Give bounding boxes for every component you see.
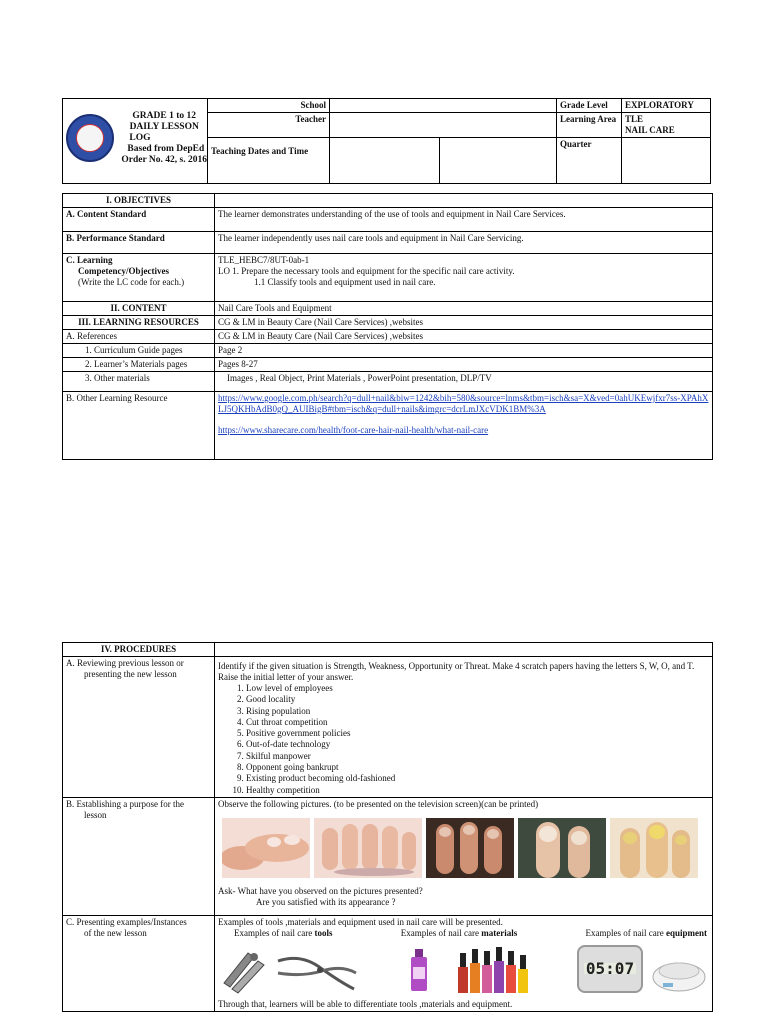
procedure-a-label <box>63 657 215 798</box>
list-item: 1. Low level of employees <box>246 683 709 694</box>
nail-nipper-icon <box>272 943 358 995</box>
performance-standard-value: The learner independently uses nail care tools and equipment in Nail Care Servicing. <box>215 232 713 254</box>
school-label: School <box>208 99 330 113</box>
lm-value: Pages 8-27 <box>215 358 713 372</box>
procedure-c-outro: Through that, learners will be able to differentiate tools ,materials and equipment. <box>218 998 513 1009</box>
list-item: 6. Out-of-date technology <box>246 739 709 750</box>
quarter-label: Quarter <box>557 138 622 184</box>
content-heading: II. CONTENT <box>63 302 215 316</box>
dates-label: Teaching Dates and Time <box>208 138 330 184</box>
nail-photo-2 <box>314 818 422 878</box>
school-field[interactable] <box>330 99 557 113</box>
procedure-b-label <box>63 797 215 915</box>
list-item: 5. Positive government policies <box>246 728 709 739</box>
procedure-c-label <box>63 915 215 1011</box>
cg-label: 1. Curriculum Guide pages <box>63 344 215 358</box>
list-item: 9. Existing product becoming old-fashioned <box>246 773 709 784</box>
cg-value: Page 2 <box>215 344 713 358</box>
tools-heading: Examples of nail care tools <box>234 927 333 938</box>
nail-photo-1 <box>222 818 310 878</box>
other-lr-label: B. Other Learning Resource <box>63 392 215 460</box>
timer-display: 05:07 <box>585 959 635 979</box>
learning-area-value2: NAIL CARE <box>625 125 675 135</box>
procedures-heading: IV. PROCEDURES <box>63 643 215 657</box>
content-standard-label: A. Content Standard <box>63 208 215 232</box>
references-value: CG & LM in Beauty Care (Nail Care Services) ,websites <box>215 330 713 344</box>
content-standard-value: The learner demonstrates understanding of the use of tools and equipment in Nail Care Services. <box>215 208 713 232</box>
paraffin-bath-icon <box>649 943 709 995</box>
based-line2: Order No. 42, s. 2016 <box>121 154 207 165</box>
header-table <box>62 98 711 184</box>
header-title-cell <box>63 99 208 184</box>
dates-field-2[interactable] <box>440 138 557 184</box>
nail-photos <box>222 818 709 878</box>
dll-line2: LOG <box>129 132 151 143</box>
procedure-b-ask2: Are you satisfied with its appearance ? <box>256 896 396 907</box>
grade-level-label: Grade Level <box>557 99 622 113</box>
learning-area-value <box>622 113 711 138</box>
list-item: 10. Healthy competition <box>246 785 709 796</box>
procedure-c-content <box>215 915 713 1011</box>
nail-clipper-icon <box>218 943 272 995</box>
competency-label-1: C. Learning <box>66 255 113 265</box>
resource-link-2[interactable]: https://www.sharecare.com/health/foot-care-hair-nail-health/what-nail-care <box>218 425 489 435</box>
procedure-b-content <box>215 797 713 915</box>
list-item: 3. Rising population <box>246 706 709 717</box>
competency-lo: LO 1. Prepare the necessary tools and equipment for the specific nail care activity. <box>218 266 515 276</box>
performance-standard-label: B. Performance Standard <box>63 232 215 254</box>
competency-label <box>63 254 215 302</box>
list-item: 8. Opponent going bankrupt <box>246 762 709 773</box>
grade-level-value: EXPLORATORY <box>622 99 711 113</box>
list-item: 2. Good locality <box>246 694 709 705</box>
resource-link-1[interactable]: https://www.google.com.ph/search?q=dull+nail&biw=1242&bih=580&source=lnms&tbm=isch&sa=X&ved=0ahUKEwjfxr7ss-XPAhXLJ5QKHbAdB0gQ_AUIBigB#tbm=isch&q=dull+nails&imgrc=dcrLmJXcVDK1BM%3A <box>218 393 709 414</box>
dates-field-1[interactable] <box>330 138 440 184</box>
resources-heading-value: CG & LM in Beauty Care (Nail Care Services) ,websites <box>215 316 713 330</box>
competency-code: TLE_HEBC7/8UT-0ab-1 <box>218 255 310 265</box>
references-label: A. References <box>63 330 215 344</box>
quarter-field[interactable] <box>622 138 711 184</box>
competency-value <box>215 254 713 302</box>
procedure-a-label-1: A. Reviewing previous lesson or <box>66 658 184 668</box>
dll-line1: DAILY LESSON <box>129 121 199 132</box>
based-line1: Based from DepEd <box>127 143 205 154</box>
procedure-c-label-2: of the new lesson <box>84 927 147 938</box>
list-item: 7. Skilful manpower <box>246 751 709 762</box>
nail-photo-4 <box>518 818 606 878</box>
other-materials-value: Images , Real Object, Print Materials , PowerPoint presentation, DLP/TV <box>215 372 713 392</box>
learning-area-value1: TLE <box>625 114 644 124</box>
lm-label: 2. Learner’s Materials pages <box>63 358 215 372</box>
competency-label-3: (Write the LC code for each.) <box>78 277 185 287</box>
teacher-field[interactable] <box>330 113 557 138</box>
objectives-table <box>62 193 713 460</box>
nail-polish-bottles-icon <box>456 943 530 995</box>
competency-sub: 1.1 Classify tools and equipment used in nail care. <box>254 277 436 287</box>
polish-remover-bottle-icon <box>408 943 430 995</box>
grade-line: GRADE 1 to 12 <box>132 110 196 121</box>
nail-photo-5 <box>610 818 698 878</box>
deped-seal-logo <box>66 114 114 162</box>
nail-photo-3 <box>426 818 514 878</box>
equipment-heading: Examples of nail care equipment <box>585 927 707 938</box>
resources-heading: III. LEARNING RESOURCES <box>63 316 215 330</box>
objectives-heading: I. OBJECTIVES <box>63 194 215 208</box>
examples-headings <box>218 928 709 939</box>
procedure-c-label-1: C. Presenting examples/Instances <box>66 916 187 927</box>
procedure-a-content <box>215 657 713 798</box>
teacher-label: Teacher <box>208 113 330 138</box>
procedure-b-label-2: lesson <box>84 809 107 820</box>
procedure-c-intro: Examples of tools ,materials and equipment used in nail care will be presented. <box>218 916 503 927</box>
procedure-a-label-2: presenting the new lesson <box>84 669 177 679</box>
procedures-table <box>62 642 713 1012</box>
digital-timer-icon <box>577 945 643 993</box>
learning-area-label: Learning Area <box>557 113 622 138</box>
other-lr-value <box>215 392 713 460</box>
competency-label-2: Competency/Objectives <box>78 266 169 276</box>
list-item: 4. Cut throat competition <box>246 717 709 728</box>
procedure-b-ask: Ask- What have you observed on the pictures presented? <box>218 885 423 896</box>
swot-list <box>218 683 709 796</box>
procedure-a-intro: Identify if the given situation is Strength, Weakness, Opportunity or Threat. Make 4 scratch papers having the letters S, W, O, and T. Raise the initial letter of your answer. <box>218 661 695 682</box>
content-value: Nail Care Tools and Equipment <box>215 302 713 316</box>
other-materials-label: 3. Other materials <box>63 372 215 392</box>
procedure-b-label-1: B. Establishing a purpose for the <box>66 798 184 809</box>
examples-images <box>218 941 709 997</box>
procedure-b-intro: Observe the following pictures. (to be presented on the television screen)(can be printed) <box>218 798 539 809</box>
materials-heading: Examples of nail care materials <box>400 927 518 938</box>
